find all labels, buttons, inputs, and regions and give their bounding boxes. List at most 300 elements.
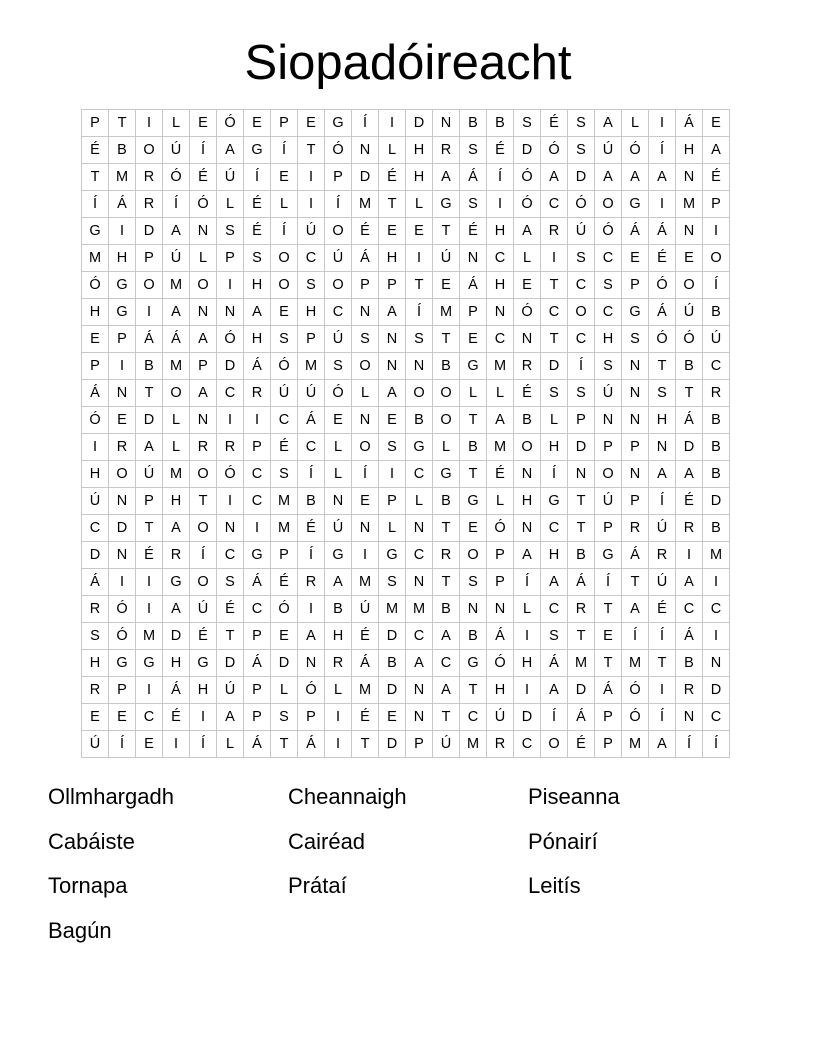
grid-cell[interactable]: M <box>568 650 595 677</box>
grid-cell[interactable]: B <box>676 650 703 677</box>
grid-cell[interactable]: I <box>649 110 676 137</box>
grid-cell[interactable]: L <box>460 380 487 407</box>
grid-cell[interactable]: Í <box>406 299 433 326</box>
grid-cell[interactable]: H <box>190 677 217 704</box>
grid-cell[interactable]: D <box>406 110 433 137</box>
grid-cell[interactable]: N <box>298 650 325 677</box>
grid-cell[interactable]: Ó <box>487 515 514 542</box>
grid-cell[interactable]: R <box>433 542 460 569</box>
grid-cell[interactable]: N <box>676 218 703 245</box>
grid-cell[interactable]: Ú <box>649 569 676 596</box>
grid-cell[interactable]: B <box>406 407 433 434</box>
grid-cell[interactable]: E <box>379 407 406 434</box>
grid-cell[interactable]: M <box>352 569 379 596</box>
grid-cell[interactable]: N <box>352 299 379 326</box>
grid-cell[interactable]: L <box>163 407 190 434</box>
grid-cell[interactable]: P <box>487 542 514 569</box>
grid-cell[interactable]: L <box>406 488 433 515</box>
grid-cell[interactable]: Ó <box>649 326 676 353</box>
grid-cell[interactable]: Í <box>352 110 379 137</box>
grid-cell[interactable]: T <box>136 380 163 407</box>
grid-cell[interactable]: G <box>109 299 136 326</box>
grid-cell[interactable]: A <box>433 164 460 191</box>
grid-cell[interactable]: C <box>487 326 514 353</box>
grid-cell[interactable]: Ó <box>109 623 136 650</box>
grid-cell[interactable]: O <box>136 272 163 299</box>
grid-cell[interactable]: H <box>676 137 703 164</box>
grid-cell[interactable]: I <box>649 677 676 704</box>
grid-cell[interactable]: A <box>136 434 163 461</box>
grid-cell[interactable]: H <box>163 650 190 677</box>
grid-cell[interactable]: N <box>622 407 649 434</box>
grid-cell[interactable]: H <box>163 488 190 515</box>
grid-cell[interactable]: Ó <box>514 299 541 326</box>
grid-cell[interactable]: A <box>379 380 406 407</box>
grid-cell[interactable]: N <box>379 353 406 380</box>
grid-cell[interactable]: B <box>703 461 730 488</box>
grid-cell[interactable]: L <box>541 407 568 434</box>
grid-cell[interactable]: D <box>379 731 406 758</box>
grid-cell[interactable]: A <box>649 731 676 758</box>
grid-cell[interactable]: É <box>244 218 271 245</box>
grid-cell[interactable]: É <box>649 245 676 272</box>
grid-cell[interactable]: E <box>298 110 325 137</box>
grid-cell[interactable]: C <box>433 650 460 677</box>
grid-cell[interactable]: P <box>622 434 649 461</box>
grid-cell[interactable]: N <box>217 299 244 326</box>
grid-cell[interactable]: S <box>622 326 649 353</box>
grid-cell[interactable]: A <box>190 326 217 353</box>
grid-cell[interactable]: H <box>82 299 109 326</box>
grid-cell[interactable]: Ó <box>217 110 244 137</box>
grid-cell[interactable]: S <box>244 245 271 272</box>
grid-cell[interactable]: Ú <box>82 731 109 758</box>
grid-cell[interactable]: N <box>514 461 541 488</box>
grid-cell[interactable]: I <box>190 704 217 731</box>
grid-cell[interactable]: Í <box>298 542 325 569</box>
grid-cell[interactable]: C <box>568 272 595 299</box>
grid-cell[interactable]: Ú <box>352 596 379 623</box>
grid-cell[interactable]: Í <box>541 704 568 731</box>
grid-cell[interactable]: P <box>82 110 109 137</box>
grid-cell[interactable]: Á <box>541 650 568 677</box>
grid-cell[interactable]: O <box>595 461 622 488</box>
grid-cell[interactable]: N <box>352 137 379 164</box>
grid-cell[interactable]: N <box>406 353 433 380</box>
grid-cell[interactable]: É <box>163 704 190 731</box>
grid-cell[interactable]: E <box>136 731 163 758</box>
grid-cell[interactable]: I <box>352 542 379 569</box>
grid-cell[interactable]: Ó <box>163 164 190 191</box>
grid-cell[interactable]: B <box>298 488 325 515</box>
grid-cell[interactable]: I <box>217 272 244 299</box>
grid-cell[interactable]: L <box>190 245 217 272</box>
grid-cell[interactable]: B <box>460 434 487 461</box>
grid-cell[interactable]: M <box>163 461 190 488</box>
grid-cell[interactable]: I <box>109 218 136 245</box>
grid-cell[interactable]: O <box>703 245 730 272</box>
grid-cell[interactable]: P <box>622 272 649 299</box>
grid-cell[interactable]: Ó <box>514 164 541 191</box>
grid-cell[interactable]: T <box>433 218 460 245</box>
grid-cell[interactable]: M <box>352 677 379 704</box>
grid-cell[interactable]: Á <box>649 218 676 245</box>
grid-cell[interactable]: R <box>541 218 568 245</box>
grid-cell[interactable]: H <box>649 407 676 434</box>
grid-cell[interactable]: R <box>325 650 352 677</box>
grid-cell[interactable]: R <box>136 191 163 218</box>
grid-cell[interactable]: A <box>514 542 541 569</box>
grid-cell[interactable]: E <box>514 272 541 299</box>
grid-cell[interactable]: Á <box>244 731 271 758</box>
grid-cell[interactable]: D <box>163 623 190 650</box>
grid-cell[interactable]: R <box>487 731 514 758</box>
grid-cell[interactable]: B <box>460 110 487 137</box>
grid-cell[interactable]: H <box>514 650 541 677</box>
grid-cell[interactable]: A <box>406 650 433 677</box>
grid-cell[interactable]: H <box>541 434 568 461</box>
grid-cell[interactable]: N <box>406 515 433 542</box>
grid-cell[interactable]: A <box>595 110 622 137</box>
grid-cell[interactable]: Ó <box>325 137 352 164</box>
grid-cell[interactable]: R <box>433 137 460 164</box>
grid-cell[interactable]: P <box>595 731 622 758</box>
grid-cell[interactable]: C <box>244 488 271 515</box>
grid-cell[interactable]: Ó <box>109 596 136 623</box>
grid-cell[interactable]: B <box>460 623 487 650</box>
grid-cell[interactable]: G <box>433 191 460 218</box>
grid-cell[interactable]: E <box>352 488 379 515</box>
grid-cell[interactable]: A <box>244 299 271 326</box>
grid-cell[interactable]: É <box>298 515 325 542</box>
grid-cell[interactable]: C <box>541 299 568 326</box>
grid-cell[interactable]: É <box>271 434 298 461</box>
grid-cell[interactable]: Á <box>595 677 622 704</box>
grid-cell[interactable]: C <box>406 542 433 569</box>
grid-cell[interactable]: T <box>595 650 622 677</box>
grid-cell[interactable]: A <box>163 299 190 326</box>
grid-cell[interactable]: P <box>190 353 217 380</box>
grid-cell[interactable]: Ú <box>271 380 298 407</box>
grid-cell[interactable]: N <box>595 407 622 434</box>
grid-cell[interactable]: A <box>190 380 217 407</box>
grid-cell[interactable]: E <box>379 218 406 245</box>
grid-cell[interactable]: S <box>379 434 406 461</box>
grid-cell[interactable]: Í <box>190 137 217 164</box>
grid-cell[interactable]: M <box>271 488 298 515</box>
grid-cell[interactable]: H <box>541 542 568 569</box>
grid-cell[interactable]: G <box>82 218 109 245</box>
grid-cell[interactable]: R <box>514 353 541 380</box>
grid-cell[interactable]: G <box>595 542 622 569</box>
grid-cell[interactable]: E <box>190 110 217 137</box>
grid-cell[interactable]: T <box>460 461 487 488</box>
grid-cell[interactable]: D <box>703 677 730 704</box>
grid-cell[interactable]: E <box>676 245 703 272</box>
grid-cell[interactable]: G <box>325 110 352 137</box>
grid-cell[interactable]: Í <box>568 353 595 380</box>
grid-cell[interactable]: Ó <box>298 677 325 704</box>
grid-cell[interactable]: B <box>325 596 352 623</box>
grid-cell[interactable]: H <box>244 326 271 353</box>
grid-cell[interactable]: B <box>703 434 730 461</box>
grid-cell[interactable]: N <box>109 488 136 515</box>
grid-cell[interactable]: Í <box>109 731 136 758</box>
grid-cell[interactable]: T <box>541 272 568 299</box>
grid-cell[interactable]: Í <box>190 542 217 569</box>
grid-cell[interactable]: Ú <box>433 731 460 758</box>
grid-cell[interactable]: G <box>460 353 487 380</box>
grid-cell[interactable]: É <box>703 164 730 191</box>
grid-cell[interactable]: É <box>136 542 163 569</box>
grid-cell[interactable]: L <box>163 110 190 137</box>
grid-cell[interactable]: É <box>82 137 109 164</box>
grid-cell[interactable]: C <box>82 515 109 542</box>
grid-cell[interactable]: N <box>352 407 379 434</box>
grid-cell[interactable]: D <box>109 515 136 542</box>
grid-cell[interactable]: I <box>136 677 163 704</box>
grid-cell[interactable]: G <box>460 650 487 677</box>
grid-cell[interactable]: C <box>568 326 595 353</box>
grid-cell[interactable]: O <box>190 272 217 299</box>
grid-cell[interactable]: Í <box>487 164 514 191</box>
grid-cell[interactable]: E <box>460 326 487 353</box>
grid-cell[interactable]: Í <box>190 731 217 758</box>
grid-cell[interactable]: S <box>217 218 244 245</box>
grid-cell[interactable]: É <box>190 623 217 650</box>
grid-cell[interactable]: Ó <box>622 704 649 731</box>
grid-cell[interactable]: P <box>136 245 163 272</box>
grid-cell[interactable]: Ó <box>217 326 244 353</box>
grid-cell[interactable]: Í <box>82 191 109 218</box>
grid-cell[interactable]: Ú <box>595 137 622 164</box>
grid-cell[interactable]: T <box>595 596 622 623</box>
grid-cell[interactable]: Á <box>676 110 703 137</box>
grid-cell[interactable]: Ú <box>82 488 109 515</box>
grid-cell[interactable]: B <box>433 488 460 515</box>
grid-cell[interactable]: S <box>541 380 568 407</box>
grid-cell[interactable]: I <box>325 704 352 731</box>
grid-cell[interactable]: Ó <box>82 272 109 299</box>
grid-cell[interactable]: G <box>460 488 487 515</box>
grid-cell[interactable]: É <box>541 110 568 137</box>
grid-cell[interactable]: Á <box>352 650 379 677</box>
grid-cell[interactable]: C <box>325 299 352 326</box>
grid-cell[interactable]: P <box>244 677 271 704</box>
grid-cell[interactable]: T <box>82 164 109 191</box>
grid-cell[interactable]: P <box>595 704 622 731</box>
grid-cell[interactable]: T <box>136 515 163 542</box>
grid-cell[interactable]: P <box>217 245 244 272</box>
grid-cell[interactable]: O <box>676 272 703 299</box>
grid-cell[interactable]: S <box>568 245 595 272</box>
grid-cell[interactable]: Á <box>568 704 595 731</box>
grid-cell[interactable]: M <box>622 731 649 758</box>
grid-cell[interactable]: P <box>244 623 271 650</box>
grid-cell[interactable]: É <box>190 164 217 191</box>
grid-cell[interactable]: M <box>298 353 325 380</box>
grid-cell[interactable]: A <box>622 596 649 623</box>
grid-cell[interactable]: E <box>82 326 109 353</box>
grid-cell[interactable]: I <box>298 164 325 191</box>
grid-cell[interactable]: L <box>271 191 298 218</box>
grid-cell[interactable]: L <box>163 434 190 461</box>
grid-cell[interactable]: P <box>487 569 514 596</box>
grid-cell[interactable]: M <box>163 272 190 299</box>
grid-cell[interactable]: S <box>271 326 298 353</box>
grid-cell[interactable]: O <box>325 218 352 245</box>
grid-cell[interactable]: R <box>676 515 703 542</box>
grid-cell[interactable]: P <box>325 164 352 191</box>
grid-cell[interactable]: N <box>109 380 136 407</box>
grid-cell[interactable]: T <box>433 569 460 596</box>
grid-cell[interactable]: B <box>433 353 460 380</box>
grid-cell[interactable]: Ú <box>298 218 325 245</box>
grid-cell[interactable]: O <box>352 434 379 461</box>
grid-cell[interactable]: A <box>703 137 730 164</box>
grid-cell[interactable]: N <box>487 299 514 326</box>
grid-cell[interactable]: É <box>676 488 703 515</box>
grid-cell[interactable]: M <box>352 191 379 218</box>
grid-cell[interactable]: M <box>622 650 649 677</box>
grid-cell[interactable]: M <box>163 353 190 380</box>
grid-cell[interactable]: E <box>244 110 271 137</box>
grid-cell[interactable]: I <box>514 677 541 704</box>
grid-cell[interactable]: M <box>703 542 730 569</box>
grid-cell[interactable]: R <box>136 164 163 191</box>
grid-cell[interactable]: Ó <box>514 191 541 218</box>
grid-cell[interactable]: Ú <box>325 245 352 272</box>
grid-cell[interactable]: B <box>568 542 595 569</box>
grid-cell[interactable]: A <box>298 623 325 650</box>
grid-cell[interactable]: C <box>703 353 730 380</box>
grid-cell[interactable]: I <box>325 731 352 758</box>
grid-cell[interactable]: I <box>136 299 163 326</box>
grid-cell[interactable]: N <box>460 245 487 272</box>
grid-cell[interactable]: É <box>352 218 379 245</box>
grid-cell[interactable]: L <box>271 677 298 704</box>
grid-cell[interactable]: E <box>82 704 109 731</box>
grid-cell[interactable]: Í <box>271 218 298 245</box>
grid-cell[interactable]: L <box>379 137 406 164</box>
grid-cell[interactable]: O <box>190 569 217 596</box>
grid-cell[interactable]: O <box>433 380 460 407</box>
grid-cell[interactable]: O <box>190 515 217 542</box>
grid-cell[interactable]: Á <box>568 569 595 596</box>
grid-cell[interactable]: N <box>487 596 514 623</box>
grid-cell[interactable]: A <box>676 569 703 596</box>
grid-cell[interactable]: N <box>109 542 136 569</box>
grid-cell[interactable]: T <box>352 731 379 758</box>
grid-cell[interactable]: N <box>406 569 433 596</box>
grid-cell[interactable]: R <box>82 677 109 704</box>
grid-cell[interactable]: D <box>217 353 244 380</box>
grid-cell[interactable]: Ó <box>271 353 298 380</box>
grid-cell[interactable]: E <box>595 623 622 650</box>
grid-cell[interactable]: T <box>271 731 298 758</box>
grid-cell[interactable]: E <box>622 245 649 272</box>
grid-cell[interactable]: É <box>352 704 379 731</box>
grid-cell[interactable]: Ó <box>622 137 649 164</box>
grid-cell[interactable]: R <box>163 542 190 569</box>
grid-cell[interactable]: I <box>298 191 325 218</box>
grid-cell[interactable]: I <box>136 569 163 596</box>
grid-cell[interactable]: O <box>109 461 136 488</box>
grid-cell[interactable]: G <box>541 488 568 515</box>
grid-cell[interactable]: I <box>703 569 730 596</box>
grid-cell[interactable]: Á <box>622 218 649 245</box>
grid-cell[interactable]: A <box>325 569 352 596</box>
grid-cell[interactable]: Ú <box>676 299 703 326</box>
grid-cell[interactable]: P <box>595 434 622 461</box>
grid-cell[interactable]: É <box>352 623 379 650</box>
grid-cell[interactable]: G <box>406 434 433 461</box>
grid-cell[interactable]: N <box>190 218 217 245</box>
grid-cell[interactable]: N <box>622 353 649 380</box>
grid-cell[interactable]: H <box>514 488 541 515</box>
grid-cell[interactable]: L <box>217 191 244 218</box>
grid-cell[interactable]: G <box>622 191 649 218</box>
grid-cell[interactable]: D <box>136 407 163 434</box>
grid-cell[interactable]: M <box>433 299 460 326</box>
grid-cell[interactable]: O <box>406 380 433 407</box>
grid-cell[interactable]: S <box>541 623 568 650</box>
grid-cell[interactable]: I <box>136 110 163 137</box>
grid-cell[interactable]: R <box>190 434 217 461</box>
grid-cell[interactable]: N <box>460 596 487 623</box>
grid-cell[interactable]: A <box>595 164 622 191</box>
grid-cell[interactable]: T <box>433 704 460 731</box>
grid-cell[interactable]: É <box>487 461 514 488</box>
grid-cell[interactable]: Á <box>244 353 271 380</box>
grid-cell[interactable]: A <box>676 461 703 488</box>
grid-cell[interactable]: A <box>433 623 460 650</box>
grid-cell[interactable]: P <box>244 704 271 731</box>
grid-cell[interactable]: P <box>298 326 325 353</box>
grid-cell[interactable]: I <box>82 434 109 461</box>
grid-cell[interactable]: P <box>109 326 136 353</box>
grid-cell[interactable]: G <box>433 461 460 488</box>
grid-cell[interactable]: N <box>406 677 433 704</box>
grid-cell[interactable]: C <box>595 245 622 272</box>
grid-cell[interactable]: T <box>298 137 325 164</box>
grid-cell[interactable]: Ó <box>82 407 109 434</box>
grid-cell[interactable]: H <box>109 245 136 272</box>
grid-cell[interactable]: S <box>460 191 487 218</box>
grid-cell[interactable]: M <box>676 191 703 218</box>
grid-cell[interactable]: M <box>406 596 433 623</box>
grid-cell[interactable]: C <box>703 596 730 623</box>
grid-cell[interactable]: Í <box>649 137 676 164</box>
grid-cell[interactable]: É <box>487 137 514 164</box>
grid-cell[interactable]: Á <box>622 542 649 569</box>
grid-cell[interactable]: A <box>649 461 676 488</box>
grid-cell[interactable]: T <box>568 488 595 515</box>
grid-cell[interactable]: Ó <box>676 326 703 353</box>
grid-cell[interactable]: I <box>703 218 730 245</box>
grid-cell[interactable]: P <box>298 704 325 731</box>
grid-cell[interactable]: Í <box>271 137 298 164</box>
grid-cell[interactable]: Ú <box>595 380 622 407</box>
grid-cell[interactable]: Ó <box>622 677 649 704</box>
grid-cell[interactable]: A <box>433 677 460 704</box>
grid-cell[interactable]: Ú <box>217 677 244 704</box>
grid-cell[interactable]: N <box>514 515 541 542</box>
grid-cell[interactable]: O <box>271 272 298 299</box>
grid-cell[interactable]: C <box>514 731 541 758</box>
grid-cell[interactable]: M <box>460 731 487 758</box>
grid-cell[interactable]: A <box>163 218 190 245</box>
